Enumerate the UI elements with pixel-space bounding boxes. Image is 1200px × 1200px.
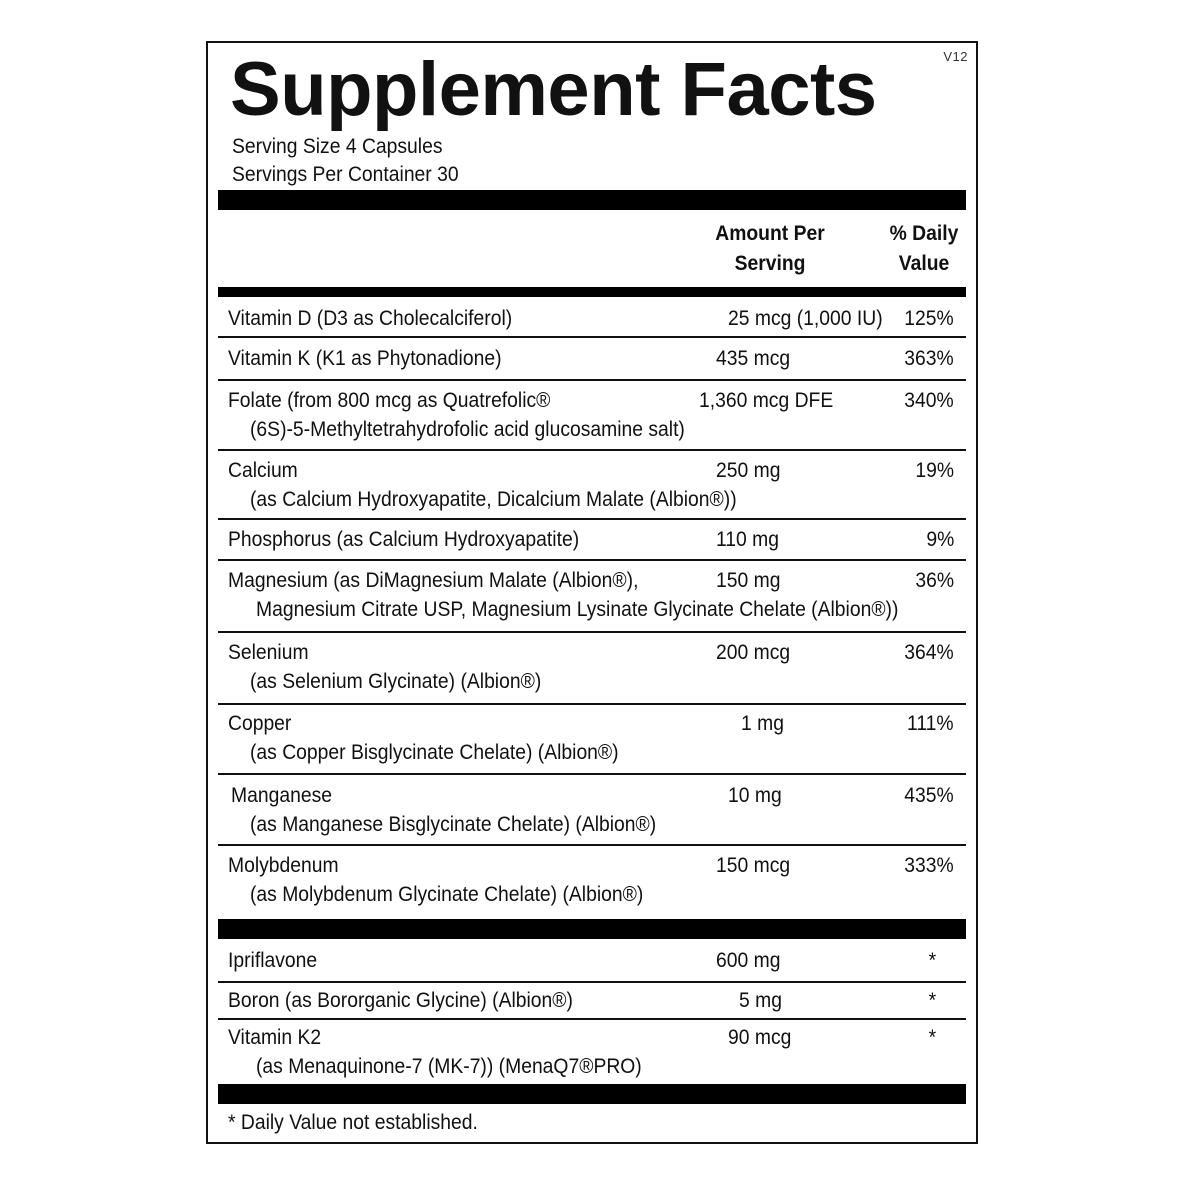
nutrient-daily-value: 340% [904, 389, 954, 412]
nutrient-name: Vitamin D (D3 as Cholecalciferol) [228, 307, 513, 330]
ingredient-amount: 600 mg [716, 949, 781, 972]
ingredient-amount: 5 mg [739, 989, 782, 1012]
version-code: V12 [943, 49, 968, 64]
nutrient-amount: 250 mg [716, 459, 781, 482]
nutrient-daily-value: 435% [904, 784, 954, 807]
row-divider [218, 631, 966, 633]
nutrient-amount: 150 mg [716, 569, 781, 592]
nutrient-source: (as Copper Bisglycinate Chelate) (Albion®) [250, 741, 619, 764]
nutrient-name: Copper [228, 712, 292, 735]
thick-divider-other [218, 919, 966, 939]
nutrient-daily-value: 111% [907, 712, 954, 735]
nutrient-source: Magnesium Citrate USP, Magnesium Lysinate Glycinate Chelate (Albion®)) [256, 598, 899, 621]
nutrient-daily-value: 9% [926, 528, 954, 551]
nutrient-amount: 200 mcg [716, 641, 791, 664]
ingredient-name: Ipriflavone [228, 949, 318, 972]
ingredient-daily-value: * [928, 1026, 936, 1049]
nutrient-source: (as Selenium Glycinate) (Albion®) [250, 670, 542, 693]
nutrient-name: Folate (from 800 mcg as Quatrefolic® [228, 389, 551, 412]
nutrient-amount: 10 mg [728, 784, 782, 807]
nutrient-name: Manganese [231, 784, 332, 807]
daily-value-header: % Daily Value [889, 222, 959, 275]
footnote: * Daily Value not established. [228, 1111, 478, 1134]
nutrient-daily-value: 36% [915, 569, 954, 592]
nutrient-source: (as Manganese Bisglycinate Chelate) (Albion®) [250, 813, 657, 836]
nutrient-daily-value: 364% [904, 641, 954, 664]
supplement-facts-label [206, 41, 978, 1144]
nutrient-daily-value: 125% [904, 307, 954, 330]
nutrient-amount: 1 mg [741, 712, 784, 735]
nutrient-source: (as Molybdenum Glycinate Chelate) (Albion®) [250, 883, 644, 906]
nutrient-amount: 1,360 mcg DFE [699, 389, 834, 412]
row-divider [218, 518, 966, 520]
row-divider [218, 773, 966, 775]
nutrient-name: Vitamin K (K1 as Phytonadione) [228, 347, 502, 370]
ingredient-name: Vitamin K2 [228, 1026, 322, 1049]
ingredient-daily-value: * [928, 949, 936, 972]
row-divider [218, 559, 966, 561]
row-divider [218, 981, 966, 983]
nutrient-name: Phosphorus (as Calcium Hydroxyapatite) [228, 528, 580, 551]
nutrient-amount: 110 mg [716, 528, 780, 551]
row-divider [218, 336, 966, 338]
nutrient-name: Selenium [228, 641, 309, 664]
nutrient-amount: 435 mcg [716, 347, 791, 370]
row-divider [218, 844, 966, 846]
servings-per-container: Servings Per Container 30 [232, 163, 459, 186]
nutrient-daily-value: 333% [904, 854, 954, 877]
nutrient-daily-value: 363% [904, 347, 954, 370]
row-divider [218, 703, 966, 705]
nutrient-daily-value: 19% [915, 459, 954, 482]
ingredient-daily-value: * [928, 989, 936, 1012]
serving-size: Serving Size 4 Capsules [232, 135, 443, 158]
nutrient-amount: 25 mcg (1,000 IU) [728, 307, 883, 330]
amount-per-serving-header: Amount Per Serving [715, 222, 825, 275]
row-divider [218, 449, 966, 451]
thick-divider-bottom [218, 1084, 966, 1104]
nutrient-amount: 150 mcg [716, 854, 791, 877]
nutrient-name: Magnesium (as DiMagnesium Malate (Albion®), [228, 569, 639, 592]
thick-divider-header [218, 287, 966, 297]
row-divider [218, 1018, 966, 1020]
label-title: Supplement Facts [230, 47, 877, 132]
nutrient-source: (as Calcium Hydroxyapatite, Dicalcium Malate (Albion®)) [250, 488, 737, 511]
ingredient-amount: 90 mcg [728, 1026, 792, 1049]
nutrient-name: Molybdenum [228, 854, 339, 877]
row-divider [218, 379, 966, 381]
thick-divider-top [218, 190, 966, 210]
nutrient-name: Calcium [228, 459, 298, 482]
nutrient-source: (6S)-5-Methyltetrahydrofolic acid glucosamine salt) [250, 418, 685, 441]
ingredient-source: (as Menaquinone-7 (MK-7)) (MenaQ7®PRO) [256, 1055, 642, 1078]
ingredient-name: Boron (as Bororganic Glycine) (Albion®) [228, 989, 573, 1012]
